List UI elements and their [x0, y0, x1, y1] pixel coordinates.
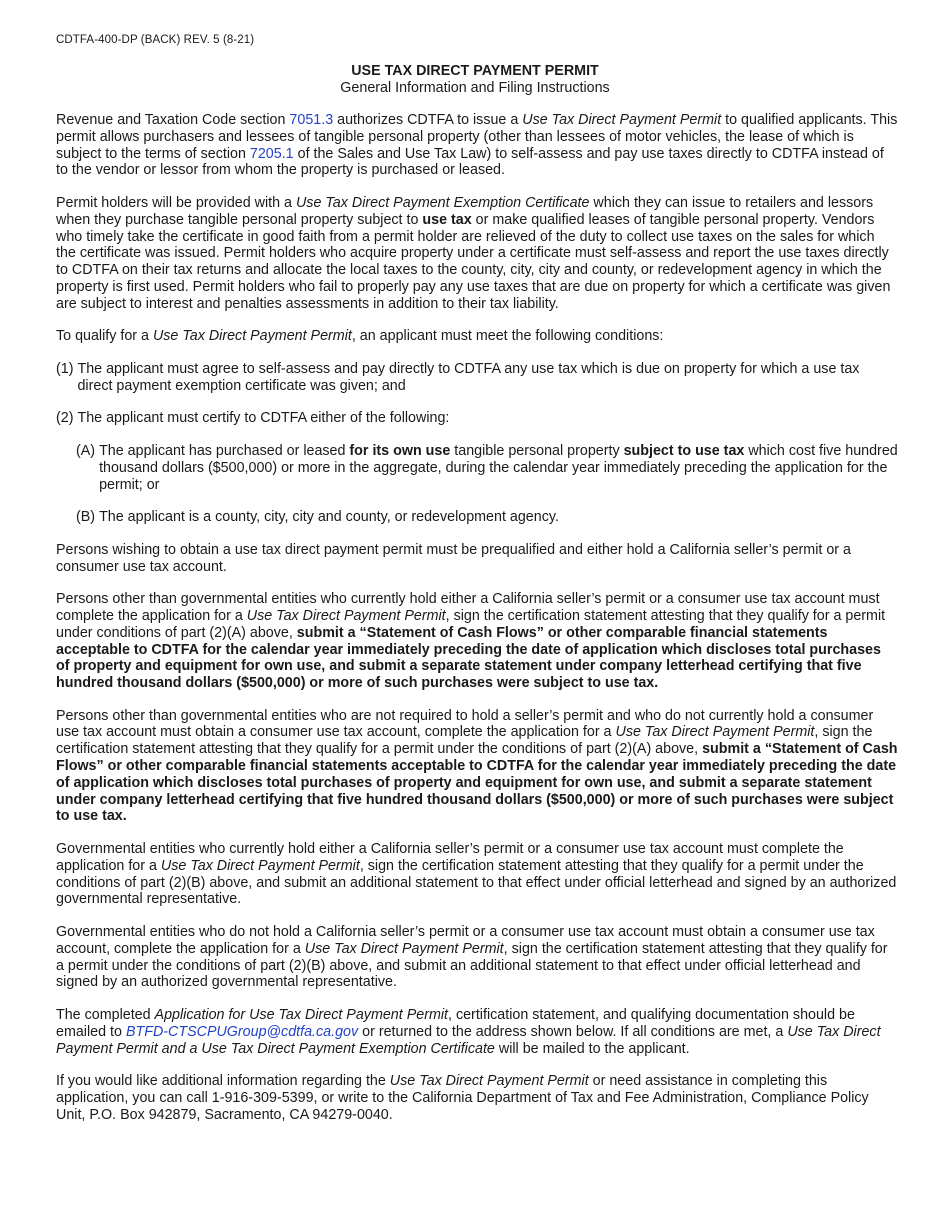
- bold-term: for its own use: [349, 442, 451, 459]
- text-span: If you would like additional information regarding the: [56, 1073, 390, 1090]
- intro-paragraph: [56, 112, 898, 179]
- text-span: The applicant has purchased or leased: [99, 442, 350, 459]
- italic-term: Use Tax Direct Payment Permit: [522, 112, 722, 128]
- exemption-certificate-paragraph: [56, 195, 898, 313]
- condition-2a: [76, 443, 898, 493]
- page-header: [0, 63, 950, 97]
- text-span: To qualify for a: [56, 328, 153, 345]
- italic-term: Use Tax Direct Payment Exemption Certificate: [295, 194, 590, 211]
- italic-term: Application for Use Tax Direct Payment Permit: [154, 1007, 449, 1024]
- nongovernmental-nonholders-paragraph: [56, 708, 898, 826]
- text-span: , sign the certification statement attesting that they qualify for a permit under the conditions of part (2)(B) above, and submit an additional statement to that effect under official letterhead and signed by an authorized governmental representative.: [56, 857, 897, 908]
- text-span: Revenue and Taxation Code section: [56, 112, 290, 128]
- qualify-paragraph: [56, 328, 898, 345]
- bold-requirement: submit a “Statement of Cash Flows” or other comparable financial statements acceptable to CDTFA for the calendar year immediately preceding the date of application which discloses total purchases of property and equipment for own use, and submit a separate statement under company letterhead certifying that five hundred thousand dollars ($500,000) or more of such purchases were subject to use tax.: [56, 741, 898, 825]
- section-7205-1-link[interactable]: 7205.1: [249, 145, 294, 162]
- email-address: BTFD-CTSCPUGroup@cdtfa.ca.gov: [125, 1023, 359, 1040]
- text-span: Governmental entities who currently hold either a California seller’s permit or a consumer use tax account must complete the application for a: [56, 841, 844, 874]
- text-span: or make qualified leases of tangible personal property. Vendors who timely take the certificate in good faith from a permit holder are relieved of the duty to collect use taxes on the sales for which the certificate was issued. Permit holders who acquire property under a certificate must self-assess and report the use taxes directly to CDTFA on their tax returns and allocate the local taxes to the county, city, city and county, or redevelopment agency in which the property is first used. Permit holders who fail to properly pay any use taxes that are due on property for which a certificate was given are subject to interest and penalties assessments in addition to their tax liability.: [56, 211, 891, 312]
- text-span: , an applicant must meet the following conditions:: [351, 328, 664, 345]
- italic-term: Use Tax Direct Payment Permit and a Use Tax Direct Payment Exemption Certificate: [56, 1023, 881, 1057]
- text-span: to qualified applicants. This permit allows purchasers and lessees of tangible personal property (other than lessees of motor vehicles, the lease of which is subject to the terms of section: [56, 112, 898, 162]
- nongovernmental-holders-paragraph: [56, 591, 898, 692]
- text-span: authorizes CDTFA to issue a: [333, 112, 523, 128]
- text-span: The completed: [56, 1007, 155, 1024]
- contact-paragraph: [56, 1073, 898, 1123]
- text-span: , sign the certification statement attesting that they qualify for a permit under the conditions of part (2)(B) above, and submit an additional statement to that effect under official letterhead and signed by an authorized governmental representative.: [56, 940, 888, 991]
- condition-1: [56, 361, 898, 395]
- condition-text: The applicant must agree to self-assess and pay directly to CDTFA any use tax which is due on property for which a use tax direct payment exemption certificate was given; and: [77, 360, 860, 394]
- condition-2b: [76, 509, 898, 526]
- condition-text: The applicant must certify to CDTFA either of the following:: [77, 410, 450, 427]
- italic-term: Use Tax Direct Payment Permit: [152, 328, 352, 345]
- text-span: which they can issue to retailers and lessors when they purchase tangible personal property subject to: [56, 194, 874, 228]
- text-span: or need assistance in completing this application, you can call 1-916-309-5399, or write to the California Department of Tax and Fee Administration, Compliance Policy Unit, P.O. Box 942879, Sacramento, CA 94279-0040.: [56, 1073, 869, 1123]
- governmental-nonholders-paragraph: [56, 924, 898, 991]
- text-span: tangible personal property: [450, 442, 624, 459]
- text-span: or returned to the address shown below. If all conditions are met, a: [358, 1023, 788, 1040]
- text-span: Persons other than governmental entities who currently hold either a California seller’s permit or a consumer use tax account must complete the application for a: [56, 591, 880, 624]
- section-7051-3-link[interactable]: 7051.3: [289, 112, 334, 128]
- text-span: Permit holders will be provided with a: [56, 194, 296, 211]
- condition-label: (A): [76, 442, 96, 459]
- bold-term: subject to use tax: [623, 442, 745, 459]
- italic-term: Use Tax Direct Payment Permit: [615, 724, 815, 741]
- condition-text: [99, 443, 898, 493]
- text-span: will be mailed to the applicant.: [494, 1040, 690, 1057]
- condition-2: [56, 410, 898, 427]
- condition-label: (1): [56, 360, 74, 377]
- condition-label: (B): [76, 509, 96, 526]
- text-span: Governmental entities who do not hold a California seller’s permit or a consumer use tax account must obtain a consumer use tax account, complete the application for a: [56, 924, 875, 957]
- text-span: of the Sales and Use Tax Law) to self-assess and pay use taxes directly to CDTFA instead of to the vendor or lessor from whom the property is purchased or leased.: [56, 145, 884, 179]
- page-subtitle: General Information and Filing Instructions: [340, 80, 610, 96]
- submission-paragraph: [56, 1007, 898, 1057]
- form-id: CDTFA-400-DP (BACK) REV. 5 (8-21): [56, 34, 255, 46]
- condition-text: The applicant is a county, city, city and county, or redevelopment agency.: [99, 509, 559, 526]
- email-link[interactable]: [126, 1024, 358, 1040]
- italic-term: Use Tax Direct Payment Permit: [304, 940, 504, 957]
- text-span: which cost five hundred thousand dollars ($500,000) or more in the aggregate, during the calendar year immediately preceding the application for the permit; or: [99, 442, 898, 493]
- text-span: , sign the certification statement attesting that they qualify for a permit under conditions of part (2)(A) above,: [56, 607, 886, 641]
- prequalified-paragraph: Persons wishing to obtain a use tax direct payment permit must be prequalified and either hold a California seller’s permit or a consumer use tax account.: [56, 541, 851, 575]
- document-body: [56, 112, 898, 1139]
- page-title: USE TAX DIRECT PAYMENT PERMIT: [351, 63, 599, 79]
- text-span: , certification statement, and qualifying documentation should be emailed to: [56, 1007, 855, 1040]
- condition-label: (2): [56, 410, 74, 427]
- italic-term: Use Tax Direct Payment Permit: [389, 1073, 589, 1090]
- italic-term: Use Tax Direct Payment Permit: [246, 607, 446, 624]
- bold-requirement: submit a “Statement of Cash Flows” or other comparable financial statements acceptable to CDTFA for the calendar year immediately preceding the date of application which discloses total purchases of property and equipment for own use, and submit a separate statement under company letterhead certifying that five hundred thousand dollars ($500,000) or more of such purchases were subject to use tax.: [56, 624, 881, 692]
- text-span: Persons other than governmental entities who are not required to hold a seller’s permit and who do not currently hold a consumer use tax account must obtain a consumer use tax account, complete the application for a: [56, 707, 874, 741]
- italic-term: Use Tax Direct Payment Permit: [160, 857, 360, 874]
- bold-term: use tax: [422, 211, 472, 228]
- text-span: , sign the certification statement attesting that they qualify for a permit under the conditions of part (2)(A) above,: [56, 724, 873, 758]
- governmental-holders-paragraph: [56, 841, 898, 908]
